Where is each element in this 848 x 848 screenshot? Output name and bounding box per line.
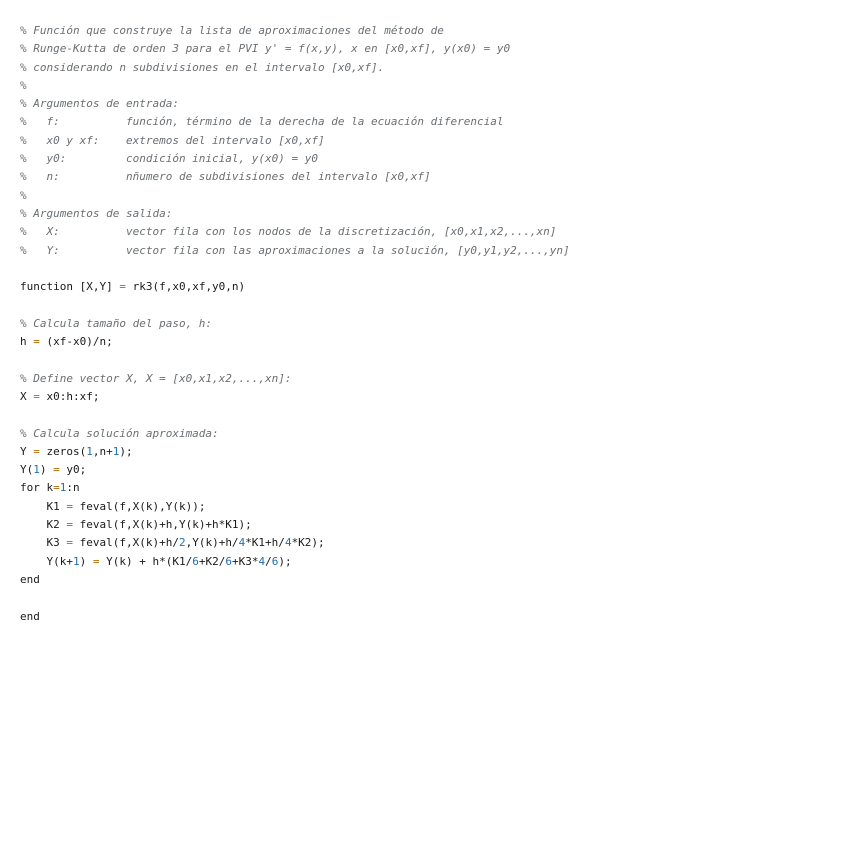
code-line: function [X,Y] = rk3(f,x0,xf,y0,n) [20, 280, 246, 294]
comment-line: % Función que construye la lista de aproximaciones del método de [20, 24, 444, 37]
code-line: end [20, 572, 40, 586]
comment-line: % Runge-Kutta de orden 3 para el PVI y' = f(x,y), x en [x0,xf], y(x0) = y0 [20, 42, 511, 56]
comment-line: % X: vector fila con los nodos de la discretización, [x0,x1,x2,...,xn] [20, 225, 557, 239]
comment-line: % Define vector X, X = [x0,x1,x2,...,xn]: [20, 371, 292, 385]
comment-line: % y0: condición inicial, y(x0) = y0 [20, 152, 319, 166]
code-line: K2 = feval(f,X(k)+h,Y(k)+h*K1); [20, 518, 252, 532]
code-line: Y = zeros(1,n+1); [20, 444, 133, 458]
code-line: Y(1) = y0; [20, 463, 87, 477]
blank-line [20, 296, 848, 314]
comment-line: % Calcula tamaño del paso, h: [20, 316, 213, 330]
comment-line: % [20, 188, 27, 202]
blank-line [20, 260, 848, 278]
comment-line: % n: nñumero de subdivisiones del intervalo [x0,xf] [20, 170, 431, 184]
comment-line: % Y: vector fila con las aproximaciones a la solución, [y0,y1,y2,...,yn] [20, 243, 570, 257]
blank-line [20, 351, 848, 369]
comment-line: % [20, 78, 27, 92]
code-line: X = x0:h:xf; [20, 389, 100, 403]
comment-line: % Argumentos de salida: [20, 206, 173, 220]
code-line: end [20, 609, 40, 623]
comment-line: % Argumentos de entrada: [20, 97, 179, 111]
comment-line: % Calcula solución aproximada: [20, 426, 219, 440]
comment-line: % x0 y xf: extremos del intervalo [x0,xf] [20, 133, 325, 147]
comment-line: % considerando n subdivisiones en el intervalo [x0,xf]. [20, 60, 385, 74]
blank-line [20, 589, 848, 607]
blank-line [20, 406, 848, 424]
code-line: for k=1:n [20, 481, 80, 495]
code-line: h = (xf-x0)/n; [20, 335, 113, 349]
code-line: K3 = feval(f,X(k)+h/2,Y(k)+h/4*K1+h/4*K2); [20, 536, 325, 550]
code-line: Y(k+1) = Y(k) + h*(K1/6+K2/6+K3*4/6); [20, 554, 292, 568]
code-line: K1 = feval(f,X(k),Y(k)); [20, 499, 206, 513]
comment-line: % f: función, término de la derecha de la ecuación diferencial [20, 115, 504, 129]
